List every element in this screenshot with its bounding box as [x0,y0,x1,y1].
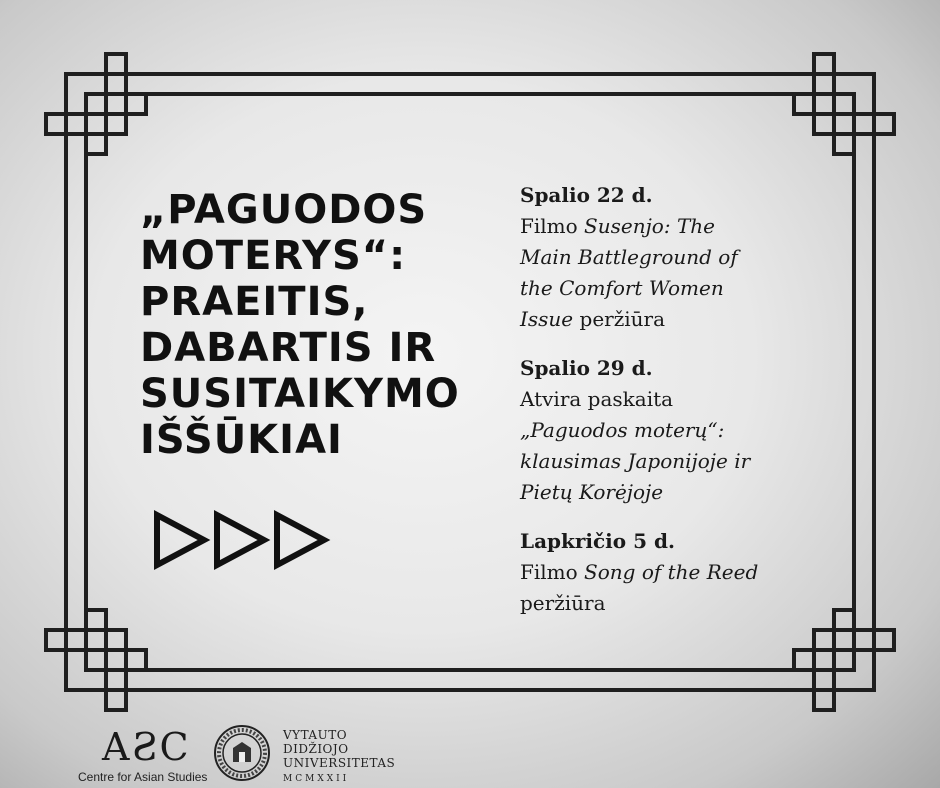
title-line: IŠŠŪKIAI [140,417,343,463]
asc-caption: Centre for Asian Studies [78,770,208,784]
event-item [520,526,820,619]
event-description-line: Pietų Korėjoje [520,480,664,504]
asc-logo-mark: AƧC [102,725,191,769]
vdu-roman-year: MCMXXII [283,774,350,784]
vdu-line: UNIVERSITETAS [283,756,396,770]
title-line: DABARTIS IR [140,325,437,371]
event-description-line: klausimas Japonijoje ir [520,449,751,473]
event-description-line: Issue peržiūra [520,307,666,331]
event-description-line: peržiūra [520,591,606,615]
asc-logo [78,725,208,784]
event-schedule [520,180,820,637]
vdu-wordmark [283,728,423,786]
title-line: PRAEITIS, [140,279,369,325]
event-description-line: Filmo Susenjo: The [520,214,716,238]
triangle-play-arrows-icon [152,510,332,570]
event-item [520,180,820,335]
university-seal-icon [213,724,271,782]
title-line: SUSITAIKYMO [140,371,460,417]
event-description-line: „Paguodos moterų“: [520,418,725,442]
vdu-line: DIDŽIOJO [283,742,349,756]
title-line: MOTERYS“: [140,233,407,279]
event-date: Spalio 22 d. [520,183,653,207]
event-date: Spalio 29 d. [520,356,653,380]
event-description-line: Main Battleground of [520,245,738,269]
event-item [520,353,820,508]
event-description-line: Atvira paskaita [520,387,674,411]
event-date: Lapkričio 5 d. [520,529,675,553]
event-description-line: Filmo Song of the Reed [520,560,759,584]
title-line: „PAGUODOS [140,187,428,233]
vdu-line: VYTAUTO [283,728,348,742]
event-description-line: the Comfort Women [520,276,724,300]
event-series-title [140,187,485,463]
